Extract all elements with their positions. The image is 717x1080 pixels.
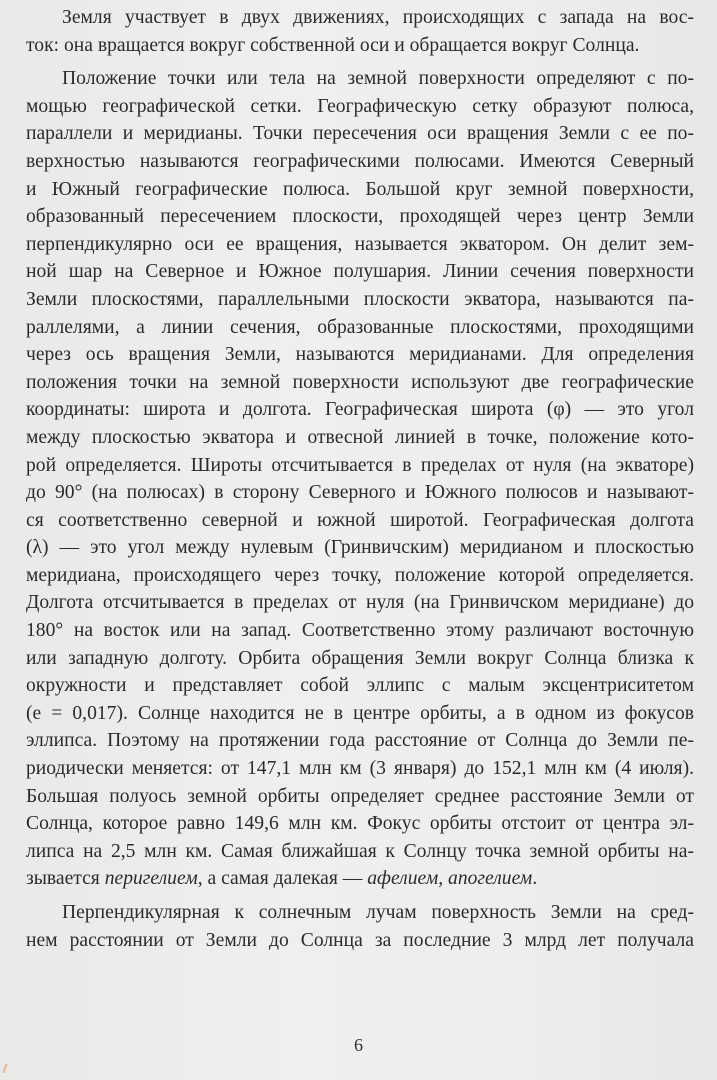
italic-term-perihelion: перигелием [104,868,198,890]
text-line: Положение точки или тела на земной поверхности определяют с по- [62,68,694,90]
text-line: положения точки на земной поверхности используют две географические [26,371,694,393]
text-line: ной шар на Северное и Южное полушария. Линии сечения поверхности [26,261,694,283]
text-line: мощью географической сетки. Географическую сетку образуют полюса, [26,95,694,117]
text-line: Земли плоскостями, параллельными плоскости экватора, называются па- [26,288,694,310]
text-line: Перпендикулярная к солнечным лучам поверхность Земли на сред- [62,902,694,923]
text-line: липса на 2,5 млн км. Самая ближайшая к Солнцу точка земной орбиты на- [26,840,694,862]
text-line: или западную долготу. Орбита обращения Земли вокруг Солнца близка к [26,647,694,669]
text-line: и Южный географические полюса. Большой круг земной поверхности, [26,178,694,200]
text-run: . [532,868,538,890]
text-line: через ось вращения Земли, называются меридианами. Для определения [26,344,694,366]
text-line: рой определяется. Широты отсчитывается в пределах от нуля (на экваторе) [26,454,694,476]
text-run: зывается [26,868,105,890]
text-line: верхностью называются географическими полюсами. Имеются Северный [26,150,694,172]
text-line: окружности и представляет собой эллипс с малым эксцентриситетом [26,675,694,697]
italic-term-aphelion: афелием, апогелием [367,868,533,890]
paragraph-2 [26,65,694,893]
text-line: Долгота отсчитывается в пределах от нуля (на Гринвичском меридиане) до [26,592,694,614]
text-line: эллипса. Поэтому на протяжении года расстояние от Солнца до Земли пе- [26,730,694,752]
text-line: риодически меняется: от 147,1 млн км (3 января) до 152,1 млн км (4 июля). [26,758,694,780]
text-line: перпендикулярно оси ее вращения, называется экватором. Он делит зем- [26,233,694,255]
text-line-final [26,865,694,893]
text-line: Земля участвует в двух движениях, происходящих с запада на вос- [62,7,694,28]
text-line: между плоскостью экватора и отвесной линией в точке, положение кото- [26,426,694,448]
text-line: меридиана, происходящего через точку, положение которой определяется. [26,564,694,586]
page-number: 6 [354,1035,363,1055]
scan-edge-mark [2,1064,13,1073]
text-line: параллели и меридианы. Точки пересечения оси вращения Земли с ее по- [26,123,694,145]
text-line: ся соответственно северной и южной широтой. Географическая долгота [26,509,694,531]
text-run: , а самая далекая — [197,868,368,890]
text-line: ток: она вращается вокруг собственной оси и обращается вокруг Солнца. [26,34,640,56]
text-line: 180° на восток или на запад. Соответственно этому различают восточную [26,620,694,642]
text-line: образованный пересечением плоскости, проходящей через центр Земли [26,206,694,228]
text-line: Большая полуось земной орбиты определяет среднее расстояние Земли от [26,785,694,807]
text-line: (λ) — это угол между нулевым (Гринвичским) меридианом и плоскостью [26,537,694,559]
text-line: координаты: широта и долгота. Географическая широта (φ) — это угол [26,399,694,421]
text-line: раллелями, а линии сечения, образованные плоскостями, проходящими [26,316,694,338]
paragraph-1 [26,4,694,59]
page-body-text [26,4,694,954]
text-line: до 90° (на полюсах) в сторону Северного и Южного полюсов и называют- [26,482,694,504]
paragraph-3 [26,899,694,954]
text-line: нем расстоянии от Земли до Солнца за последние 3 млрд лет получала [26,929,694,951]
text-line: Солнца, которое равно 149,6 млн км. Фокус орбиты отстоит от центра эл- [26,813,694,835]
text-line: (е = 0,017). Солнце находится не в центре орбиты, а в одном из фокусов [26,702,694,724]
